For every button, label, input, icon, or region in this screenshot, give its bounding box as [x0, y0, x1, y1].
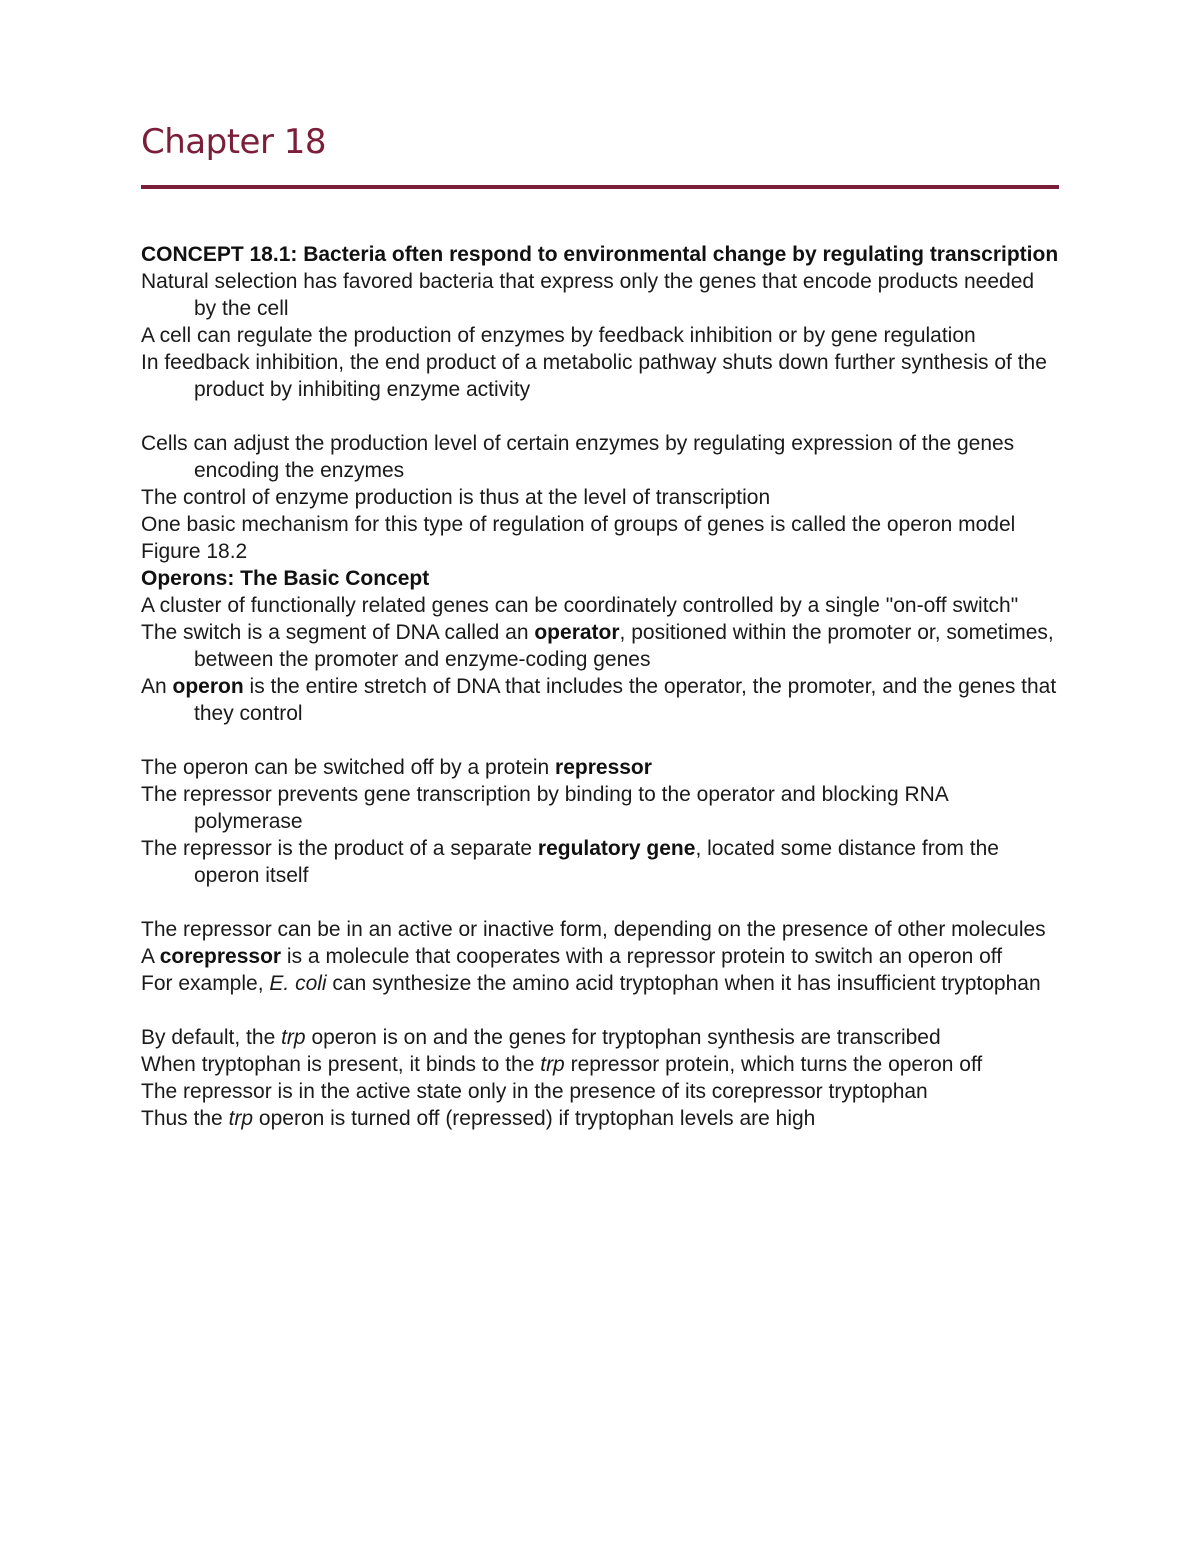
term-operator: operator — [534, 621, 620, 644]
term-repressor: repressor — [555, 756, 652, 779]
note-line: A cell can regulate the production of enzymes by feedback inhibition or by gene regulation — [141, 324, 976, 347]
term-trp: trp — [228, 1107, 254, 1130]
note-line: Cells can adjust the production level of certain enzymes by regulating expression of the genes encoding the enzymes — [141, 432, 1015, 482]
note-line: Thus the trp operon is turned off (repressed) if tryptophan levels are high — [141, 1107, 816, 1130]
notes-body — [141, 241, 1059, 1132]
note-line: A corepressor is a molecule that cooperates with a repressor protein to switch an operon off — [141, 945, 1003, 968]
term-corepressor: corepressor — [159, 945, 282, 968]
note-line: For example, E. coli can synthesize the amino acid tryptophan when it has insufficient tryptophan — [141, 972, 1041, 995]
paragraph-gap — [141, 997, 1059, 1024]
note-line: When tryptophan is present, it binds to the trp repressor protein, which turns the operon off — [141, 1053, 983, 1076]
figure-reference: Figure 18.2 — [141, 540, 248, 563]
note-line: The repressor can be in an active or inactive form, depending on the presence of other molecules — [141, 918, 1046, 941]
note-line: An operon is the entire stretch of DNA that includes the operator, the promoter, and the genes that they control — [141, 675, 1057, 725]
note-line: One basic mechanism for this type of regulation of groups of genes is called the operon model — [141, 513, 1016, 536]
note-line: A cluster of functionally related genes can be coordinately controlled by a single "on-off switch" — [141, 594, 1019, 617]
operons-heading: Operons: The Basic Concept — [141, 567, 430, 590]
paragraph-gap — [141, 889, 1059, 916]
note-line: By default, the trp operon is on and the genes for tryptophan synthesis are transcribed — [141, 1026, 941, 1049]
note-line: In feedback inhibition, the end product of a metabolic pathway shuts down further synthesis of the product by inhibiting enzyme activity — [141, 351, 1047, 401]
concept-heading: CONCEPT 18.1: Bacteria often respond to environmental change by regulating transcription — [141, 243, 1059, 266]
term-regulatory-gene: regulatory gene — [537, 837, 696, 860]
note-line: The control of enzyme production is thus at the level of transcription — [141, 486, 771, 509]
term-trp: trp — [281, 1026, 306, 1049]
note-line: The repressor is the product of a separate regulatory gene, located some distance from the operon itself — [141, 837, 999, 887]
term-e-coli: E. coli — [269, 972, 327, 995]
term-operon: operon — [172, 675, 244, 698]
term-trp: trp — [540, 1053, 565, 1076]
note-line: The switch is a segment of DNA called an operator, positioned within the promoter or, sometimes, between the promoter and enzyme-coding genes — [141, 621, 1054, 671]
paragraph-gap — [141, 403, 1059, 430]
note-line: The operon can be switched off by a protein repressor — [141, 756, 652, 779]
paragraph-gap — [141, 727, 1059, 754]
note-line: The repressor prevents gene transcription by binding to the operator and blocking RNA polymerase — [141, 783, 948, 833]
chapter-title: Chapter 18 — [141, 122, 327, 162]
title-divider — [141, 185, 1059, 189]
note-line: Natural selection has favored bacteria that express only the genes that encode products needed by the cell — [141, 270, 1035, 320]
note-line: The repressor is in the active state only in the presence of its corepressor tryptophan — [141, 1080, 928, 1103]
